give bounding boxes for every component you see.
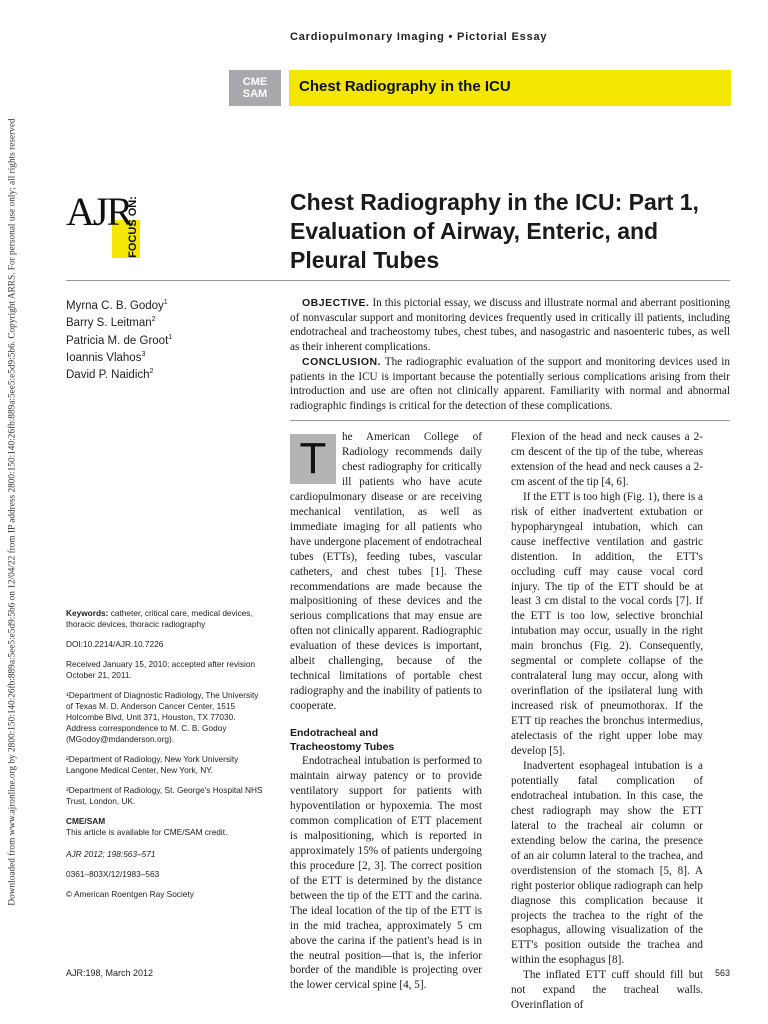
ajr-logo-text: AJR [66,189,132,234]
affiliation-1: ¹Department of Diagnostic Radiology, The University of Texas M. D. Anderson Cancer Center, 1515 Holcombe Blvd, Unit 371, Houston, TX 77030. Address correspondence to M. C. B. Godoy (MGodoy@mdanderson.org). [66,690,259,744]
section-heading: Endotracheal and Tracheostomy Tubes [290,727,395,754]
cme-label: CME [242,76,268,88]
ajr-focus-logo [66,186,156,270]
abstract [290,296,730,414]
received-dates: Received January 15, 2010; accepted after revision October 21, 2011. [66,659,256,680]
article-metadata [66,608,266,909]
author: Myrna C. B. Godoy$^1$ [66,299,168,312]
download-notice [2,0,24,1024]
cme-info: CME/SAM This article is available for CME/SAM credit. [66,816,228,837]
citation: AJR 2012; 198:563–571 [66,849,156,859]
copyright: © American Roentgen Ray Society [66,889,194,899]
body-paragraph: Endotracheal intubation is performed to maintain airway patency or to provide ventilatory support for patients with hypoventilation or hypoxemia. The most common complication of ETT placement is malpositioning, which is reported in approximately 15% of patients undergoing this procedure [2, 3]. The correct position of the ETT is determined by the distance between the tip of the ETT and the carina. The ideal location of the tip of the ETT is in the mid trachea, approximately 5 cm above the carina if the patient's head is in the neutral position—that is, the inferior border of the mandible is projecting over the lower cervical spine [4, 5]. [290,755,482,992]
footer-journal: AJR:198, March 2012 [66,968,154,978]
author: Barry S. Leitman$^2$ [66,316,156,330]
author: David P. Naidich$^2$ [66,368,154,382]
focus-on-label: FOCUS ON: [127,196,140,258]
series-banner-title: Chest Radiography in the ICU [299,78,511,95]
affiliation-2: ²Department of Radiology, New York University Langone Medical Center, New York, NY. [66,754,239,775]
body-paragraph: The inflated ETT cuff should fill but not expand the tracheal walls. Overinflation of [511,969,703,1012]
cme-sam-badge [229,70,281,106]
body-paragraph: If the ETT is too high (Fig. 1), there is a risk of either inadvertent extubation or hypopharyngeal intubation, which can cause ineffective ventilation and gastric distention. In addition, the ETT's occluding cuff may cause vocal cord injury. The tip of the ETT should be at least 3 cm distal to the vocal cords [7]. If the ETT is too low, selective bronchial intubation may occur, usually in the right main bronchus (Fig. 2). Consequently, segmental or complete collapse of the contralateral lung may occur, along with overinflation of the ipsilateral lung with increased risk of pneumothorax. If the ETT tip reaches the bronchus intermedius, atelectasis of the right upper lobe may develop [5]. [511,490,703,758]
author: Patricia M. de Groot$^1$ [66,333,173,347]
doi: DOI:10.2214/AJR.10.7226 [66,639,164,649]
issn: 0361–803X/12/1983–563 [66,869,160,879]
body-column-1 [290,430,482,993]
article-title: Chest Radiography in the ICU: Part 1, Evaluation of Airway, Enteric, and Pleural Tubes [290,189,699,273]
intro-paragraph: T he American College of Radiology recommends daily chest radiography for critically ill patients who have acute cardiopulmonary disease or are receiving mechanical ventilation, as well as immediate imaging for all patients who have undergone placement of endotracheal tubes (ETTs), feeding tubes, vascular catheters, and chest tubes [1]. These recommendations are made because the malpositioning of these devices and the serious complications that may ensue are often not clinically apparent. Radiographic evaluation of these devices is important, albeit challenging, because of the technical limitations of portable chest radiography and the inability of patients to cooperate. [290,431,482,713]
author-list [66,296,266,383]
running-head: Cardiopulmonary Imaging • Pictorial Essay [290,31,548,43]
drop-cap: T [290,434,336,484]
series-banner [289,70,731,106]
body-column-2 [511,430,703,1013]
sam-label: SAM [242,88,268,100]
abstract-objective: OBJECTIVE. In this pictorial essay, we discuss and illustrate normal and aberrant positioning of nonvascular support and monitoring devices frequently used in critically ill patients, including endotracheal and tracheostomy tubes, chest tubes, and nasogastric and nasoenteric tubes, as well as their inherent complications. [290,297,730,354]
body-paragraph: Flexion of the head and neck causes a 2-cm descent of the tip of the tube, whereas extension of the head and neck causes a 2-cm ascent of the tip [4, 6]. [511,431,703,488]
page-number: 563 [714,968,730,978]
affiliation-3: ³Department of Radiology, St. George's Hospital NHS Trust, London, UK. [66,785,263,806]
body-paragraph: Inadvertent esophageal intubation is a potentially fatal complication of endotracheal intubation. In this case, the chest radiograph may show the ETT lateral to the tracheal air column or extending below the carina, the presence of an air column lateral to the trachea, and overdistension of the stomach [5, 8]. A right posterior oblique radiograph can help diagnose this complication because it projects the trachea to the right of the esophagus, allowing visualization of the ETT's position outside the trachea and within the esophagus [8]. [511,759,703,967]
abstract-divider [290,420,730,421]
keywords: Keywords: catheter, critical care, medical devices, thoracic devices, thoracic radiography [66,608,253,629]
author: Ioannis Vlahos$^3$ [66,350,146,364]
abstract-conclusion: CONCLUSION. The radiographic evaluation of the support and monitoring devices used in patients in the ICU is important because the potentially serious complications arising from their introduction and use are often not clinically apparent. Familiarity with normal and abnormal radiographic findings is critical for the detection of these complications. [290,355,730,412]
download-notice-text: Downloaded from www.ajronline.org by 2800:150:140:26fb:889a:5ee5:e5d9:5b6 on 12/04/22 from IP address 2800:150:140:26fb:889a:5ee5:e5d9:5b6. Copyright ARRS. For personal use only; all rights reserved [8,118,19,906]
title-divider [66,280,730,281]
